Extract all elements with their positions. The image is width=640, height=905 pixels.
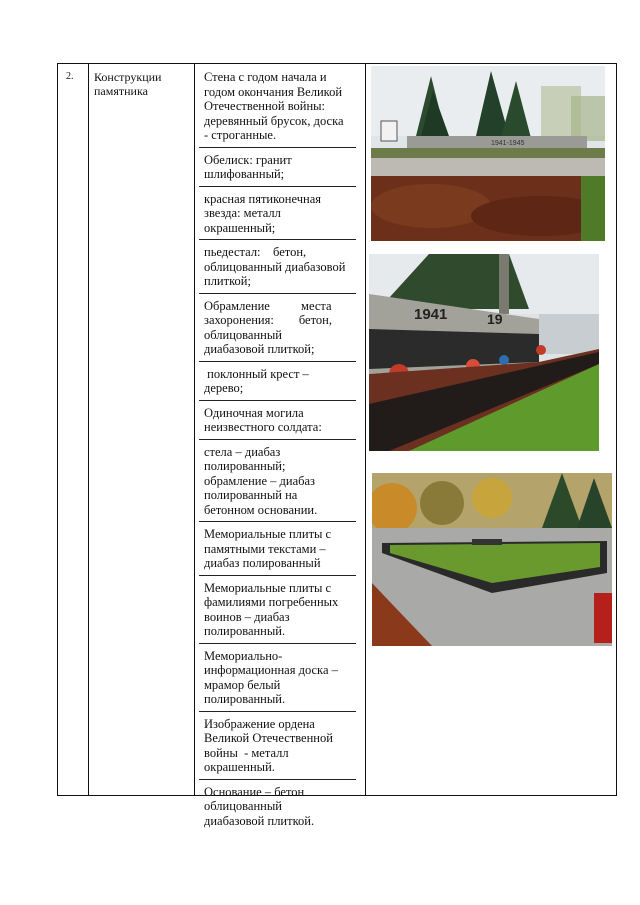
description-line: бетонном основании. <box>204 502 318 517</box>
description-line: Отечественной войны: <box>204 99 326 113</box>
description-line: Стена с годом начала и <box>204 70 327 84</box>
description-paragraph <box>204 70 356 143</box>
description-line: шлифованный; <box>204 167 285 181</box>
description-line: диабазовой плиткой. <box>204 813 315 828</box>
description-line: полированный. <box>204 692 286 706</box>
description-separator <box>199 521 356 522</box>
description-line: памятными текстами – <box>204 541 326 556</box>
row-name <box>94 70 190 98</box>
photo1-sign: 1941-1945 <box>491 140 525 147</box>
description-line: облицованный <box>204 799 282 813</box>
description-separator <box>199 575 356 576</box>
description-separator <box>199 439 356 440</box>
row-description <box>204 70 356 828</box>
memorial-photo-3 <box>372 473 612 646</box>
description-line: Изображение ордена <box>204 716 315 731</box>
description-line: полированный; <box>204 459 286 473</box>
description-separator <box>199 239 356 240</box>
description-line: Основание – бетон <box>204 784 305 799</box>
memorial-photo-2 <box>369 254 599 451</box>
description-line: пьедестал: бетон, <box>204 245 307 259</box>
description-paragraph <box>204 406 356 435</box>
description-paragraph <box>204 299 356 357</box>
description-line: облицованный диабазовой <box>204 259 346 274</box>
description-paragraph <box>204 527 356 571</box>
description-line: полированный. <box>204 624 286 638</box>
description-line: Обрамление места <box>204 298 332 313</box>
description-line: дерево; <box>204 381 244 395</box>
description-line: - строганные. <box>204 128 277 142</box>
description-separator <box>199 147 356 148</box>
description-separator <box>199 186 356 187</box>
description-line: неизвестного солдата: <box>204 420 322 434</box>
description-paragraph <box>204 581 356 639</box>
row-number: 2. <box>66 71 74 82</box>
description-line: диабаз полированный <box>204 556 321 570</box>
description-line: диабазовой плиткой; <box>204 342 315 356</box>
description-line: Обелиск: гранит <box>204 152 292 167</box>
description-separator <box>199 361 356 362</box>
column-divider-1 <box>88 64 89 795</box>
description-line: фамилиями погребенных <box>204 595 339 609</box>
memorial-photo-1 <box>371 66 605 241</box>
description-line: облицованный <box>204 327 282 342</box>
description-line: окрашенный. <box>204 760 275 774</box>
description-paragraph <box>204 367 356 396</box>
row-name-line: Конструкции <box>94 70 162 84</box>
description-line: деревянный брусок, доска <box>204 113 344 128</box>
description-line: полированный на <box>204 488 298 502</box>
description-paragraph <box>204 192 356 236</box>
description-line: стела – диабаз <box>204 444 281 459</box>
description-line: войны - металл <box>204 745 289 760</box>
description-line: годом окончания Великой <box>204 84 343 99</box>
description-separator <box>199 643 356 644</box>
description-separator <box>199 293 356 294</box>
description-line: Одиночная могила <box>204 405 304 420</box>
description-line: звезда: металл <box>204 206 281 220</box>
description-paragraph <box>204 717 356 775</box>
description-line: Мемориально- <box>204 648 283 663</box>
description-line: мрамор белый <box>204 677 281 692</box>
description-line: Великой Отечественной <box>204 731 333 745</box>
description-separator <box>199 711 356 712</box>
description-line: поклонный крест – <box>204 366 309 381</box>
description-separator <box>199 400 356 401</box>
column-divider-2 <box>194 64 195 795</box>
description-paragraph <box>204 153 356 182</box>
row-name-line: памятника <box>94 84 148 98</box>
photo2-sign-right: 19 <box>487 311 503 327</box>
description-line: Мемориальные плиты с <box>204 580 332 595</box>
description-paragraph <box>204 445 356 518</box>
description-paragraph <box>204 785 356 829</box>
photo2-sign-left: 1941 <box>414 306 448 323</box>
column-divider-3 <box>365 64 366 795</box>
description-line: плиткой; <box>204 274 251 288</box>
description-line: информационная доска – <box>204 663 338 677</box>
description-line: окрашенный; <box>204 220 276 235</box>
description-paragraph <box>204 245 356 289</box>
description-paragraph <box>204 649 356 707</box>
description-separator <box>199 779 356 780</box>
description-line: захоронения: бетон, <box>204 313 332 327</box>
description-line: воинов – диабаз <box>204 609 290 624</box>
description-line: Мемориальные плиты с <box>204 527 332 541</box>
description-line: обрамление – диабаз <box>204 473 315 488</box>
description-line: красная пятиконечная <box>204 191 322 206</box>
